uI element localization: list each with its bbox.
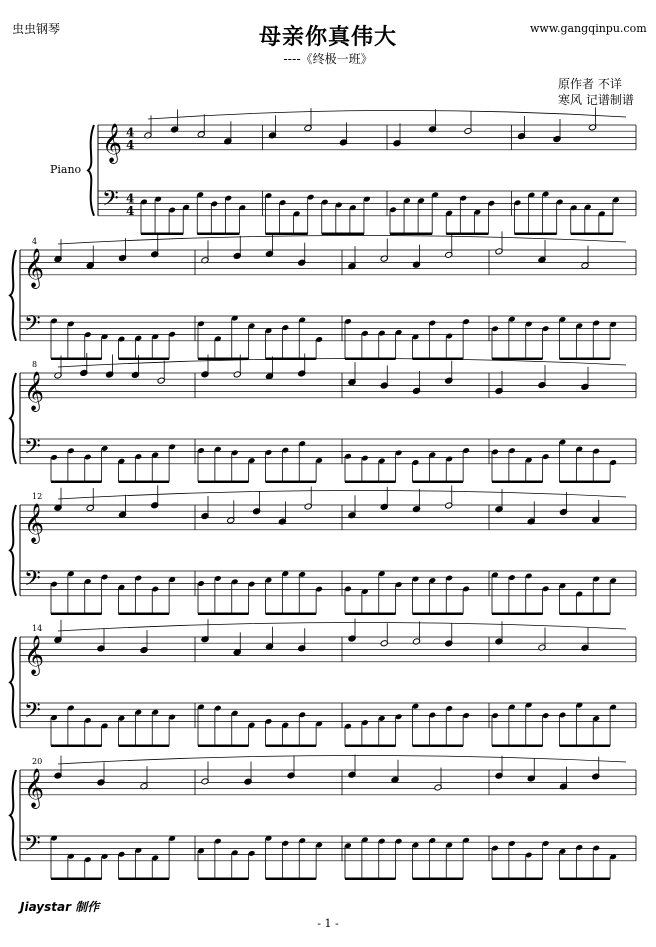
arranger-line: 寒风 记谱制谱 <box>558 93 634 107</box>
measure-number: 20 <box>32 757 43 766</box>
bass-clef: 𝄢 <box>24 311 41 342</box>
grand-staff-brace <box>10 637 16 728</box>
time-signature-bottom: 4 <box>126 203 135 218</box>
grand-staff-brace <box>10 373 16 464</box>
phrase-slur <box>148 110 626 119</box>
bass-clef: 𝄢 <box>24 434 41 465</box>
grand-staff-brace <box>10 250 16 341</box>
instrument-label: Piano <box>50 163 82 176</box>
measure-number: 12 <box>32 492 43 501</box>
bass-clef: 𝄢 <box>102 186 119 217</box>
song-title: 母亲你真伟大 <box>258 25 397 50</box>
measure-number: 4 <box>32 237 38 246</box>
site-url: www.gangqinpu.com <box>530 22 647 35</box>
measure-number: 14 <box>32 624 43 633</box>
phrase-slur <box>58 490 626 499</box>
treble-clef: 𝄞 <box>102 122 123 163</box>
bass-clef: 𝄢 <box>24 698 41 729</box>
time-signature-top: 4 <box>126 191 135 206</box>
treble-clef: 𝄞 <box>24 370 45 411</box>
bass-clef: 𝄢 <box>24 566 41 597</box>
grand-staff-brace <box>10 505 16 596</box>
treble-clef: 𝄞 <box>24 634 45 675</box>
measure-number: 8 <box>32 360 38 369</box>
bass-clef: 𝄢 <box>24 831 41 862</box>
grand-staff-brace <box>88 125 94 216</box>
site-brand: 虫虫钢琴 <box>12 22 61 36</box>
phrase-slur <box>58 235 626 244</box>
composer-line: 原作者 不详 <box>558 77 622 91</box>
treble-clef: 𝄞 <box>24 767 45 808</box>
time-signature-bottom: 4 <box>126 137 135 152</box>
grand-staff-brace <box>10 770 16 861</box>
time-signature-top: 4 <box>126 125 135 140</box>
page-number: - 1 - <box>317 917 339 930</box>
treble-clef: 𝄞 <box>24 247 45 288</box>
phrase-slur <box>58 622 626 631</box>
treble-clef: 𝄞 <box>24 502 45 543</box>
phrase-slur <box>58 755 626 764</box>
song-subtitle: ----《终极一班》 <box>283 52 373 66</box>
footer-credit: Jiaystar 制作 <box>20 900 100 914</box>
